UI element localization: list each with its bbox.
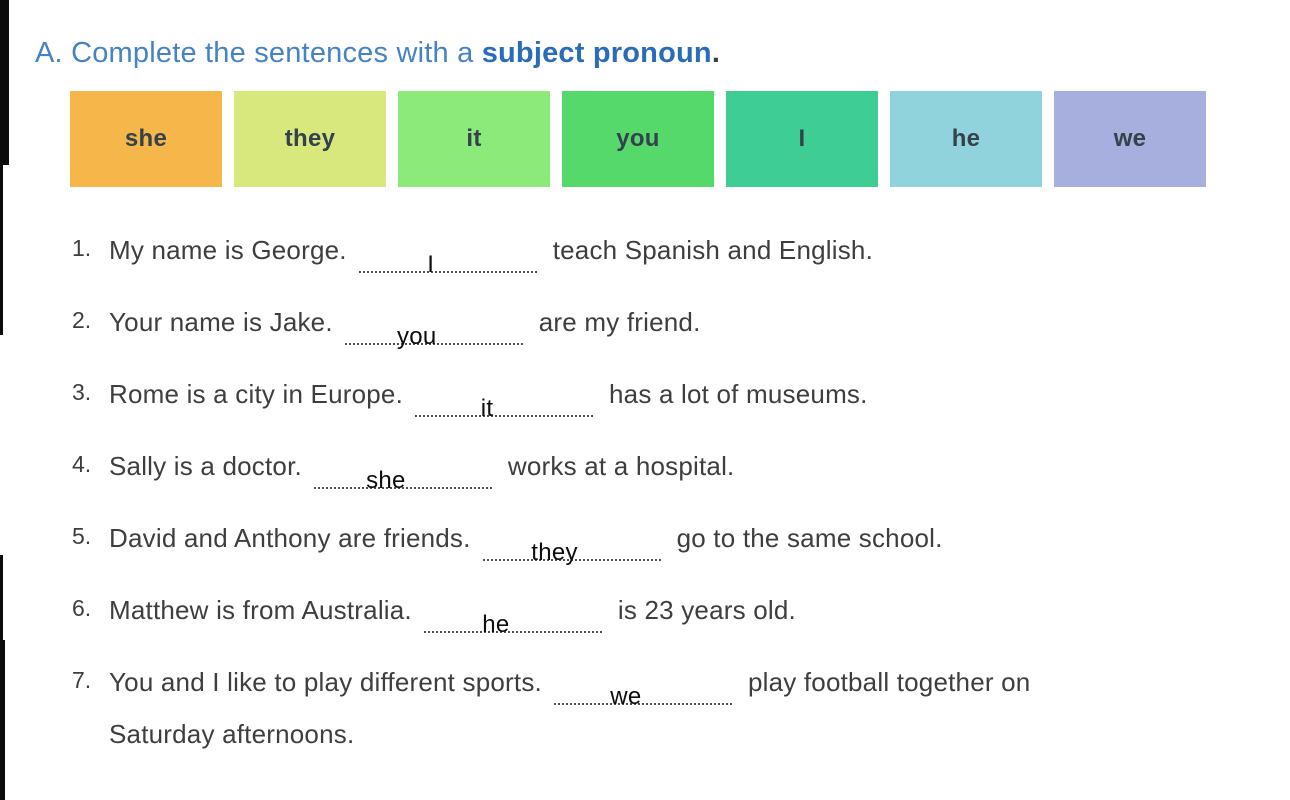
title-body: Complete the sentences with a bbox=[71, 37, 482, 69]
exercise-row-5 bbox=[72, 521, 1290, 593]
sentence-before: Sally is a doctor. bbox=[109, 451, 302, 481]
sentence-text bbox=[109, 665, 1030, 751]
sentence-before: Rome is a city in Europe. bbox=[109, 379, 404, 409]
answer-text: she bbox=[366, 467, 406, 494]
sentence-list bbox=[72, 233, 1290, 751]
sentence-continuation: Saturday afternoons. bbox=[109, 719, 355, 749]
sentence-after: has a lot of museums. bbox=[609, 379, 868, 409]
left-edge-bar-top bbox=[0, 0, 9, 165]
sentence-after: are my friend. bbox=[538, 307, 701, 337]
title-keyword: subject pronoun bbox=[481, 37, 712, 69]
sentence-before: Your name is Jake. bbox=[109, 307, 333, 337]
answer-text: he bbox=[482, 611, 510, 638]
answer-text: they bbox=[531, 539, 578, 566]
exercise-row-1 bbox=[72, 233, 1290, 305]
sentence-text bbox=[109, 449, 735, 494]
pronoun-card-label: we bbox=[1113, 125, 1147, 152]
sentence-text bbox=[109, 377, 868, 422]
sentence-after: go to the same school. bbox=[676, 523, 943, 553]
sentence-text bbox=[109, 305, 701, 350]
left-edge-bar-middle bbox=[0, 150, 3, 335]
pronoun-card-label: he bbox=[951, 125, 981, 152]
exercise-row-2 bbox=[72, 305, 1290, 377]
answer-text: we bbox=[610, 683, 642, 710]
sentence-text bbox=[109, 521, 943, 566]
exercise-number: 3. bbox=[72, 379, 92, 405]
sentence-after: teach Spanish and English. bbox=[552, 235, 874, 265]
left-edge-bar-bottom bbox=[0, 640, 5, 800]
pronoun-word-bank bbox=[70, 91, 1290, 187]
pronoun-card-label: I bbox=[798, 125, 806, 152]
title-period: . bbox=[711, 37, 721, 69]
pronoun-card-we[interactable] bbox=[1054, 91, 1206, 187]
pronoun-card-he[interactable] bbox=[890, 91, 1042, 187]
answer-text: you bbox=[396, 323, 437, 350]
title-prefix: A. bbox=[35, 37, 72, 69]
exercise-number: 5. bbox=[72, 523, 92, 549]
answer-blank[interactable] bbox=[415, 391, 593, 422]
pronoun-card-you[interactable] bbox=[562, 91, 714, 187]
exercise-row-6 bbox=[72, 593, 1290, 665]
answer-text: it bbox=[480, 395, 494, 422]
exercise-row-3 bbox=[72, 377, 1290, 449]
sentence-before: Matthew is from Australia. bbox=[109, 595, 412, 625]
sentence-before: My name is George. bbox=[109, 235, 347, 265]
pronoun-card-it[interactable] bbox=[398, 91, 550, 187]
sentence-after: play football together on bbox=[747, 667, 1031, 697]
exercise-number: 1. bbox=[72, 235, 92, 261]
sentence-after: works at a hospital. bbox=[507, 451, 735, 481]
exercise-number: 2. bbox=[72, 307, 92, 333]
pronoun-card-label: she bbox=[124, 125, 168, 152]
answer-blank[interactable] bbox=[345, 319, 523, 350]
answer-blank[interactable] bbox=[483, 535, 661, 566]
pronoun-card-i[interactable] bbox=[726, 91, 878, 187]
exercise-number: 7. bbox=[72, 667, 92, 693]
pronoun-card-label: they bbox=[284, 125, 336, 152]
worksheet-page bbox=[9, 0, 1290, 800]
answer-blank[interactable] bbox=[554, 679, 732, 710]
exercise-number: 6. bbox=[72, 595, 92, 621]
pronoun-card-they[interactable] bbox=[234, 91, 386, 187]
answer-blank[interactable] bbox=[314, 463, 492, 494]
sentence-before: David and Anthony are friends. bbox=[109, 523, 471, 553]
sentence-text bbox=[109, 233, 874, 278]
pronoun-card-she[interactable] bbox=[70, 91, 222, 187]
exercise-row-7 bbox=[72, 665, 1290, 751]
sentence-before: You and I like to play different sports. bbox=[109, 667, 542, 697]
exercise-number: 4. bbox=[72, 451, 92, 477]
answer-blank[interactable] bbox=[359, 247, 537, 278]
answer-blank[interactable] bbox=[424, 607, 602, 638]
exercise-title bbox=[35, 34, 1290, 72]
sentence-text bbox=[109, 593, 796, 638]
exercise-row-4 bbox=[72, 449, 1290, 521]
answer-text: I bbox=[427, 251, 435, 278]
sentence-after: is 23 years old. bbox=[617, 595, 796, 625]
pronoun-card-label: it bbox=[466, 125, 482, 152]
pronoun-card-label: you bbox=[616, 125, 660, 152]
